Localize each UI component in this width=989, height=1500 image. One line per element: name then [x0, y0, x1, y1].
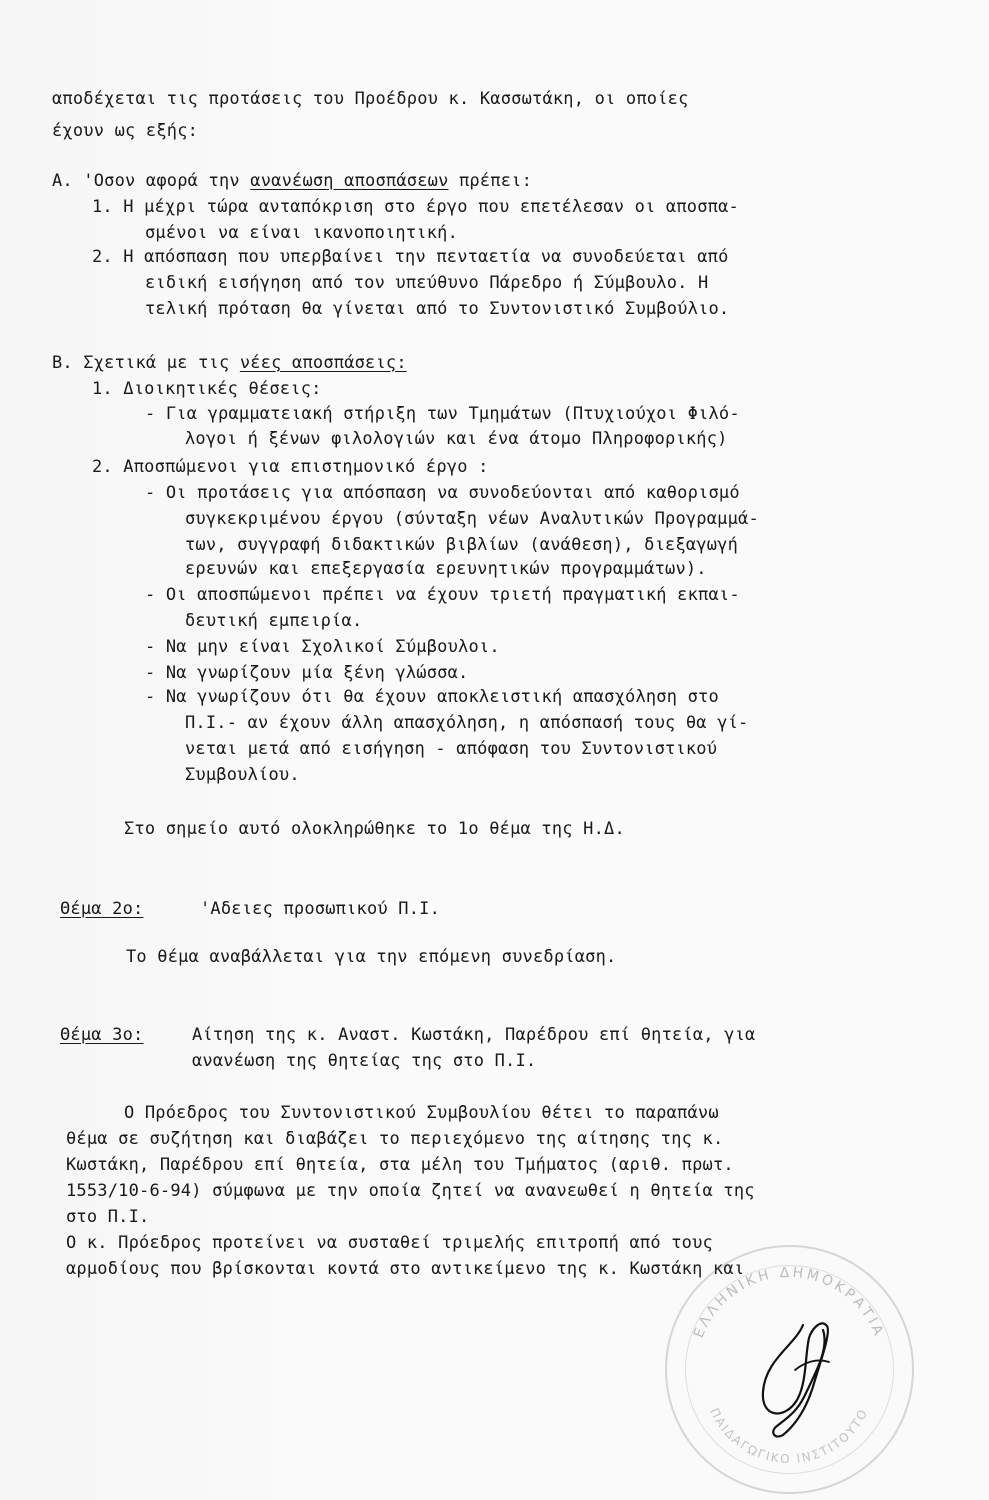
- text-line: 2. Η απόσπαση που υπερβαίνει την πενταετία να συνοδεύεται από: [92, 247, 729, 267]
- text-line: ερευνών και επεξεργασία ερευνητικών προγραμμάτων).: [185, 559, 707, 579]
- text-line: Β. Σχετικά με τις: [52, 353, 230, 373]
- stamp-bottom-text: ΠΑΙΔΑΓΩΓΙΚΟ ΙΝΣΤΙΤΟΥΤΟ: [707, 1405, 871, 1467]
- text-line: σμένοι να είναι ικανοποιητική.: [145, 223, 459, 243]
- text-line: αρμοδίους που βρίσκονται κοντά στο αντικείμενο της κ. Κωστάκη και: [66, 1259, 745, 1279]
- text-line: ανανέωση της θητείας της στο Π.Ι.: [192, 1051, 537, 1071]
- text-line: ειδική εισήγηση από τον υπεύθυνο Πάρεδρο ή Σύμβουλο. Η: [145, 273, 709, 293]
- text-line: θέμα σε συζήτηση και διαβάζει το περιεχόμενο της αίτησης της κ.: [66, 1129, 724, 1149]
- text-line: Το θέμα αναβάλλεται για την επόμενη συνεδρίαση.: [126, 947, 617, 967]
- topic-label: Θέμα 3ο:: [60, 1025, 144, 1045]
- text-line: συγκεκριμένου έργου (σύνταξη νέων Αναλυτικών Προγραμμά-: [185, 509, 759, 529]
- text-line: 1. Η μέχρι τώρα ανταπόκριση στο έργο που επετέλεσαν οι αποσπα-: [92, 197, 739, 217]
- text-line: - Για γραμματειακή στήριξη των Τμημάτων (Πτυχιούχοι Φιλό-: [145, 404, 740, 424]
- topic-label: Θέμα 2ο:: [60, 899, 144, 919]
- topic-2-heading: [60, 898, 143, 920]
- text-line: αποδέχεται τις προτάσεις του Προέδρου κ. Κασσωτάκη, οι οποίες: [52, 89, 689, 109]
- text-line: Κωστάκη, Παρέδρου επί θητεία, στα μέλη του Τμήματος (αριθ. πρωτ.: [66, 1155, 734, 1175]
- section-b-heading: [52, 352, 407, 374]
- text-line: Α. 'Οσον αφορά την: [52, 171, 240, 191]
- text-line: Ο κ. Πρόεδρος προτείνει να συσταθεί τριμελής επιτροπή από τους: [66, 1233, 713, 1253]
- section-a-heading: [52, 170, 532, 192]
- text-line: πρέπει:: [458, 171, 533, 191]
- text-line: έχουν ως εξής:: [52, 121, 199, 141]
- signature-icon: [725, 1300, 875, 1445]
- text-line: Αίτηση της κ. Αναστ. Κωστάκη, Παρέδρου επί θητεία, για: [192, 1025, 756, 1045]
- text-line: 'Αδειες προσωπικού Π.Ι.: [200, 899, 441, 919]
- underlined-phrase: νέες αποσπάσεις:: [239, 353, 407, 373]
- text-line: στο Π.Ι.: [66, 1207, 150, 1227]
- text-line: - Να γνωρίζουν ότι θα έχουν αποκλειστική απασχόληση στο: [145, 687, 719, 707]
- underlined-phrase: ανανέωση αποσπάσεων: [250, 171, 449, 191]
- text-line: τελική πρόταση θα γίνεται από το Συντονιστικό Συμβούλιο.: [145, 299, 730, 319]
- text-line: 2. Αποσπώμενοι για επιστημονικό έργο :: [92, 457, 489, 477]
- topic-3-heading: [60, 1024, 143, 1046]
- text-line: 1553/10-6-94) σύμφωνα με την οποία ζητεί να ανανεωθεί η θητεία της: [66, 1181, 755, 1201]
- text-line: - Να γνωρίζουν μία ξένη γλώσσα.: [145, 663, 469, 683]
- text-line: νεται μετά από εισήγηση - απόφαση του Συντονιστικού: [185, 739, 718, 759]
- text-line: λογοι ή ξένων φιλολογιών και ένα άτομο Πληροφορικής): [185, 429, 728, 449]
- text-line: 1. Διοικητικές θέσεις:: [92, 379, 322, 399]
- text-line: - Να μην είναι Σχολικοί Σύμβουλοι.: [145, 637, 500, 657]
- text-line: δευτική εμπειρία.: [185, 611, 363, 631]
- text-line: - Οι προτάσεις για απόσπαση να συνοδεύονται από καθορισμό: [145, 483, 740, 503]
- text-line: Ο Πρόεδρος του Συντονιστικού Συμβουλίου θέτει το παραπάνω: [124, 1103, 719, 1123]
- stamp-top-text: ΕΛΛΗΝΙΚΗ ΔΗΜΟΚΡΑΤΙΑ: [690, 1264, 888, 1341]
- text-line: των, συγγραφή διδακτικών βιβλίων (ανάθεση), διεξαγωγή: [185, 535, 739, 555]
- text-line: Στο σημείο αυτό ολοκληρώθηκε το 1ο θέμα της Η.Δ.: [124, 819, 625, 839]
- text-line: Συμβουλίου.: [185, 765, 300, 785]
- text-line: Π.Ι.- αν έχουν άλλη απασχόληση, η απόσπασή τους θα γί-: [185, 713, 749, 733]
- text-line: - Οι αποσπώμενοι πρέπει να έχουν τριετή πραγματική εκπαι-: [145, 585, 740, 605]
